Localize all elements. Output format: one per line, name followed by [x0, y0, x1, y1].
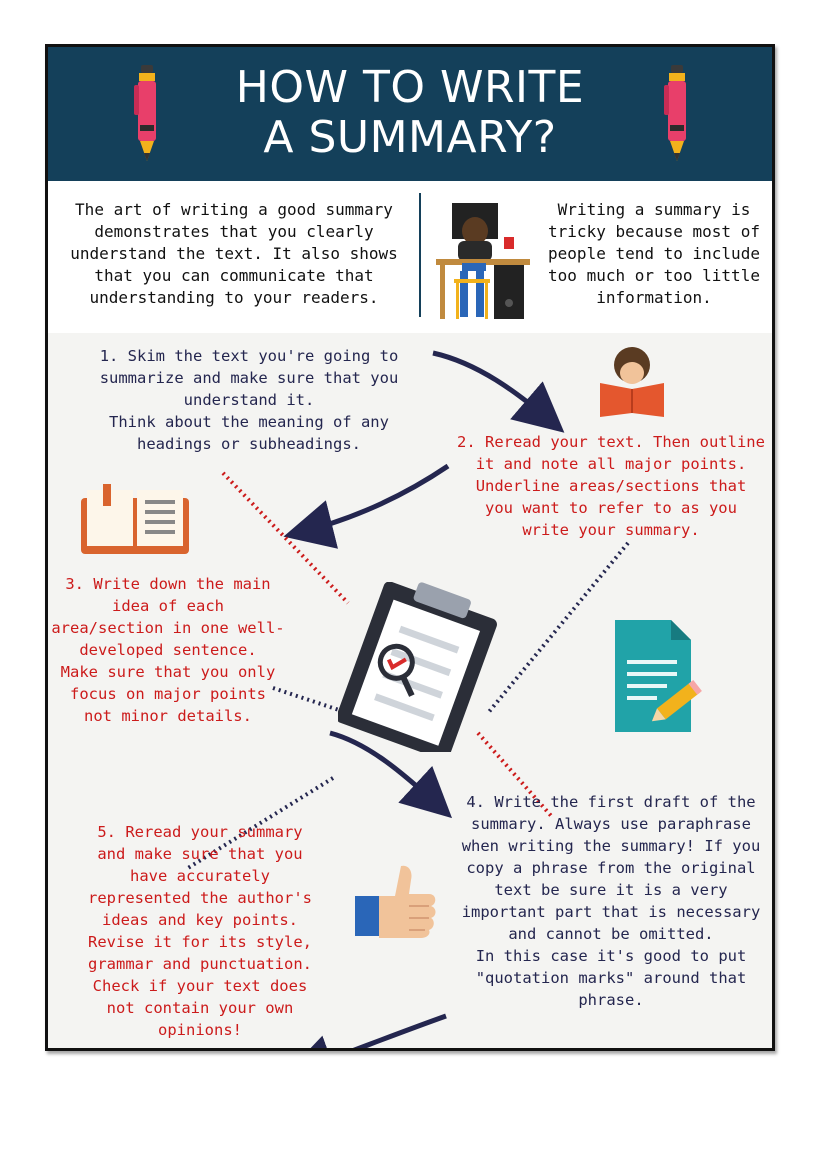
title-line-1: HOW TO WRITE	[235, 62, 585, 113]
intro-left-text: The art of writing a good summary demonstrates that you clearly understand the text. It also shows that you can communicate that understanding to your readers.	[70, 200, 398, 307]
open-book-icon	[81, 484, 189, 554]
intro-divider	[419, 193, 421, 317]
title-line-2: A SUMMARY?	[263, 112, 557, 163]
step-1-text: 1. Skim the text you're going to summarize and make sure that you understand it. Think about the meaning of any headings or subheadings.	[99, 347, 399, 453]
poster	[45, 44, 775, 1051]
pen-icon	[662, 65, 692, 165]
page-title	[168, 63, 652, 163]
document-pencil-icon	[615, 620, 705, 732]
step-4-text: 4. Write the first draft of the summary. Always use paraphrase when writing the summary! If you copy a phrase from the original text be sure it is a very important part that is necessary and cannot be omitted. In this case it's good to put "quotation marks" around that phrase.	[461, 793, 761, 1009]
step-3-text: 3. Write down the main idea of each area/section in one well- developed sentence. Make sure that you only focus on major points not minor details.	[51, 575, 285, 725]
pen-icon	[132, 65, 162, 165]
arrow-1-2	[433, 353, 553, 423]
clipboard-icon	[338, 582, 498, 752]
intro-section	[48, 181, 772, 333]
intro-right-text: Writing a summary is tricky because most of people tend to include too much or too little information.	[548, 200, 760, 307]
step-5-text: 5. Reread your summary and make sure that you have accurately represented the author's ideas and key points. Revise it for its style, grammar and punctuation. Check if your text does not contain your own opinions!	[88, 823, 312, 1039]
reader-icon	[596, 343, 668, 419]
thumbs-up-icon	[355, 862, 437, 940]
header-banner	[48, 47, 772, 181]
desk-worker-icon	[436, 201, 530, 321]
arrow-2-3	[298, 466, 448, 533]
dotted-line-blue-1	[488, 543, 628, 713]
step-2-text: 2. Reread your text. Then outline it and note all major points. Underline areas/sections that you want to refer to as you write your summary.	[457, 433, 765, 539]
